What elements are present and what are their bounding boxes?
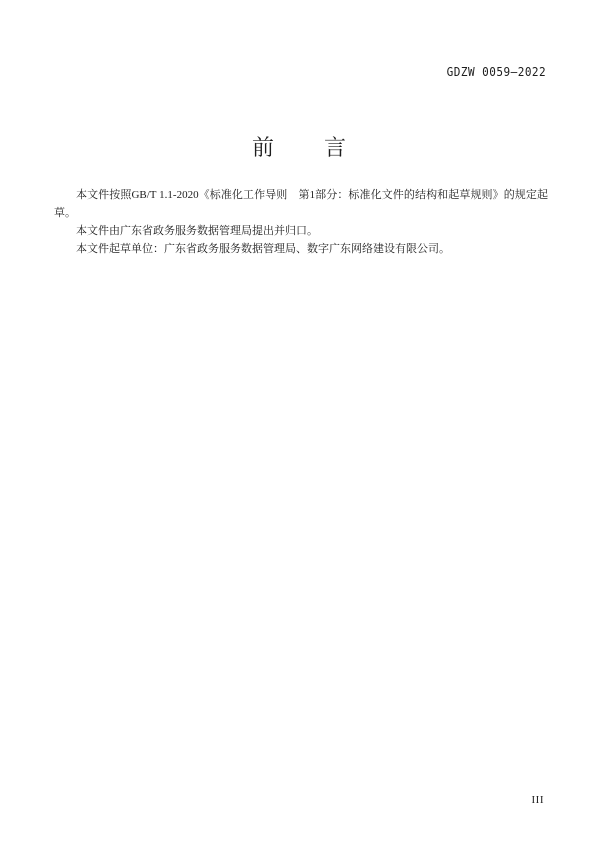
standard-code: GDZW 0059—2022 bbox=[446, 65, 546, 79]
foreword-body bbox=[54, 186, 548, 258]
foreword-paragraph: 本文件由广东省政务服务数据管理局提出并归口。 bbox=[76, 225, 318, 237]
foreword-paragraph: 本文件按照GB/T 1.1-2020《标准化工作导则 第1部分：标准化文件的结构和起草规则》的规定起草。 bbox=[54, 189, 548, 219]
page-title: 前 言 bbox=[251, 135, 348, 160]
page-number: III bbox=[531, 794, 544, 806]
foreword-paragraph: 本文件起草单位：广东省政务服务数据管理局、数字广东网络建设有限公司。 bbox=[76, 243, 450, 255]
